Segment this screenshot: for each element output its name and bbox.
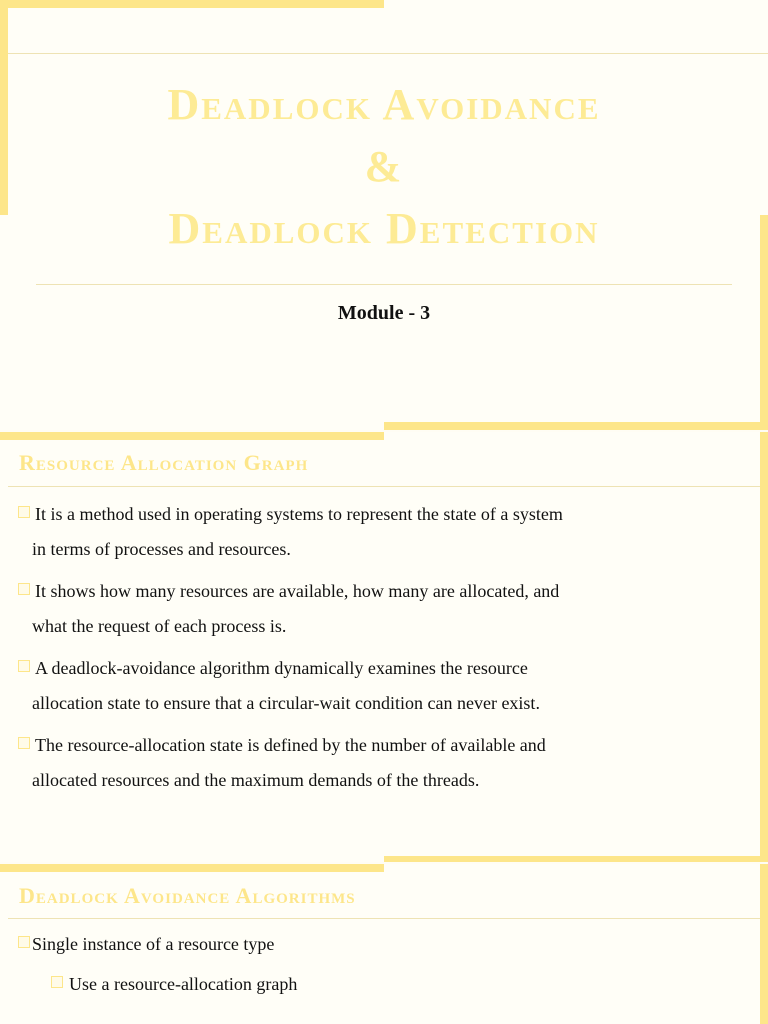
bullet-list: [18, 497, 750, 805]
top-rule: [8, 53, 768, 54]
top-accent-bar: [0, 864, 384, 872]
bullet-text-line1: It is a method used in operating systems to represent the state of a system: [35, 504, 563, 524]
bullet-text-line1: It shows how many resources are available, how many are allocated, and: [35, 581, 560, 601]
list-item: [18, 934, 274, 955]
square-bullet-icon: [18, 583, 30, 595]
item-text: Single instance of a resource type: [32, 934, 275, 954]
title-line-1: Deadlock Avoidance: [167, 80, 601, 129]
sub-list-item: [51, 974, 297, 995]
module-subtitle: Module - 3: [337, 302, 431, 324]
right-accent-bar: [760, 864, 768, 1024]
square-bullet-icon: [18, 506, 30, 518]
list-item: [18, 651, 750, 721]
title-slide: [0, 0, 768, 430]
square-bullet-icon: [18, 660, 30, 672]
square-bullet-icon: [18, 737, 30, 749]
list-item: [18, 728, 750, 798]
rag-slide: [0, 432, 768, 862]
heading-rule: [8, 486, 760, 487]
sub-item-text: Use a resource-allocation graph: [69, 974, 298, 994]
bottom-accent-bar: [384, 856, 768, 862]
square-bullet-icon: [51, 976, 63, 988]
square-bullet-icon: [18, 936, 30, 948]
bullet-text-line2: allocation state to ensure that a circular-wait condition can never exist.: [32, 693, 540, 713]
title-line-2: &: [364, 142, 404, 191]
algorithms-slide: [0, 864, 768, 1024]
bullet-text-line2: allocated resources and the maximum demands of the threads.: [32, 770, 480, 790]
slide-heading: Deadlock Avoidance Algorithms: [19, 883, 356, 908]
bullet-text-line2: in terms of processes and resources.: [32, 539, 291, 559]
right-accent-bar: [760, 432, 768, 862]
bullet-text-line1: The resource-allocation state is defined by the number of available and: [35, 735, 546, 755]
list-item: [18, 574, 750, 644]
bottom-accent-bar: [384, 422, 768, 430]
slide-heading: Resource Allocation Graph: [19, 450, 309, 475]
title-line-3: Deadlock Detection: [168, 204, 600, 253]
top-accent-bar: [0, 432, 384, 440]
title-divider: [36, 284, 732, 285]
list-item: [18, 497, 750, 567]
heading-rule: [8, 918, 760, 919]
slide-title: [0, 74, 768, 260]
top-accent-bar: [0, 0, 384, 8]
bullet-text-line2: what the request of each process is.: [32, 616, 287, 636]
bullet-text-line1: A deadlock-avoidance algorithm dynamically examines the resource: [35, 658, 528, 678]
